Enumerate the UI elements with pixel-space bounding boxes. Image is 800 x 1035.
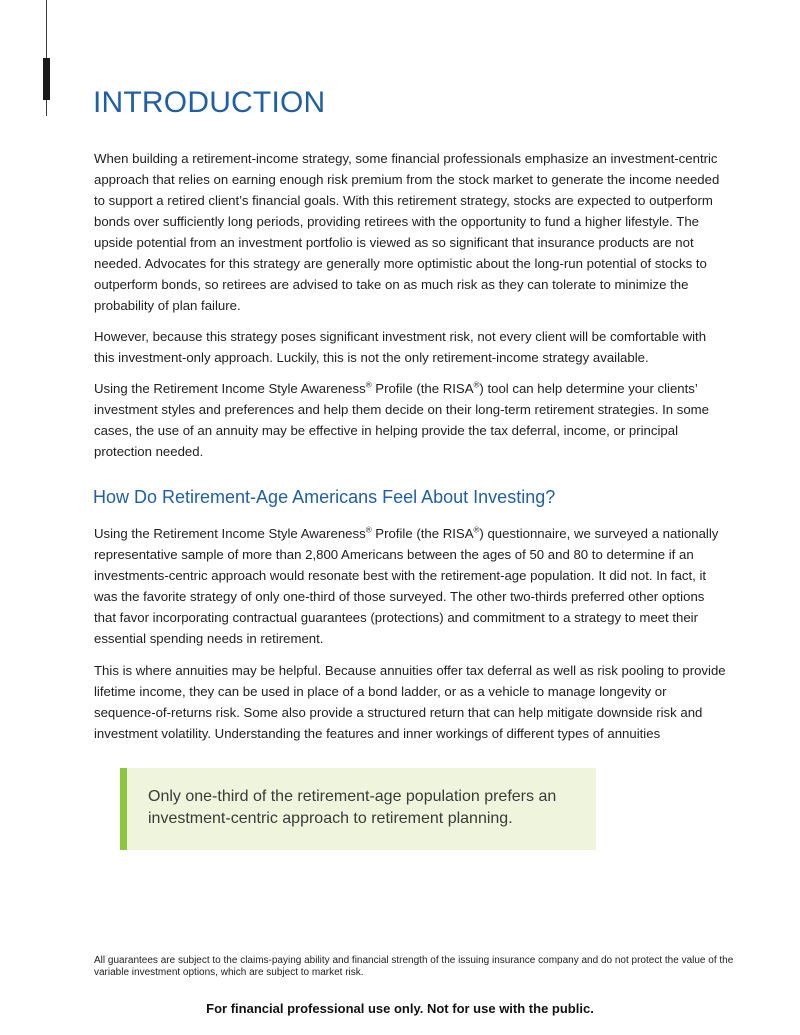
survey-text-a: Using the Retirement Income Style Awareness [94, 526, 366, 541]
registered-mark: ® [365, 380, 372, 390]
callout-text: Only one-third of the retirement-age population prefers an investment-centric approach to retirement planning. [148, 788, 557, 827]
registered-mark: ® [365, 525, 372, 535]
risa-text-b: Profile (the RISA [371, 381, 474, 396]
section-heading: How Do Retirement-Age Americans Feel About Investing? [93, 487, 556, 507]
footer-note: For financial professional use only. Not for use with the public. [206, 1001, 594, 1016]
section-paragraph-2: This is where annuities may be helpful. Because annuities offer tax deferral as well as risk pooling to provide lifetime income, they can be used in place of a bond ladder, or as a vehicle to manage longevity or sequence-of-returns risk. Some also provide a structured return that can help mitigate downside risk and investment volatility. Understanding the features and inner workings of different types of annuities [94, 663, 726, 741]
intro-paragraph-2: However, because this strategy poses significant investment risk, not every client will be comfortable with this investment-only approach. Luckily, this is not the only retirement-income strategy available. [94, 329, 707, 365]
margin-tab-marker [43, 58, 50, 100]
risa-text-a: Using the Retirement Income Style Awareness [94, 381, 366, 396]
page-title: INTRODUCTION [93, 86, 326, 119]
survey-text-b: Profile (the RISA [371, 526, 474, 541]
risa-text-c: ) tool can help determine your clients’ investment styles and preferences and help them decide on their long-term retirement strategies. In some cases, the use of an annuity may be effective in helping provide the tax deferral, income, or principal protection needed. [94, 381, 709, 459]
survey-text-c: ) questionnaire, we surveyed a nationally representative sample of more than 2,800 Americans between the ages of 50 and 80 to determine if an investments-centric approach would resonate best with the retirement-age population. It did not. In fact, it was the favorite strategy of only one-third of those surveyed. The other two-thirds preferred other options that favor incorporating contractual guarantees (protections) and commitment to a strategy to meet their essential spending needs in retirement. [94, 526, 719, 646]
intro-paragraph-1: When building a retirement-income strategy, some financial professionals emphasize an investment-centric approach that relies on earning enough risk premium from the stock market to generate the income needed to support a retired client’s financial goals. With this retirement strategy, stocks are expected to outperform bonds over sufficiently long periods, providing retirees with the opportunity to fund a higher lifestyle. The upside potential from an investment portfolio is viewed as so significant that insurance products are not needed. Advocates for this strategy are generally more optimistic about the long-run potential of stocks to outperform bonds, so retirees are advised to take on as much risk as they can tolerate to minimize the probability of plan failure. [94, 151, 720, 313]
registered-mark: ® [473, 525, 480, 535]
callout-accent-bar [120, 768, 127, 850]
registered-mark: ® [473, 380, 480, 390]
intro-paragraph-3 [94, 378, 726, 462]
callout-box [120, 768, 596, 850]
section-paragraph-1 [94, 523, 726, 649]
disclaimer-text: All guarantees are subject to the claims-paying ability and financial strength of the issuing insurance company and do not protect the value of the variable investment options, which are subject to market risk. [94, 955, 734, 978]
